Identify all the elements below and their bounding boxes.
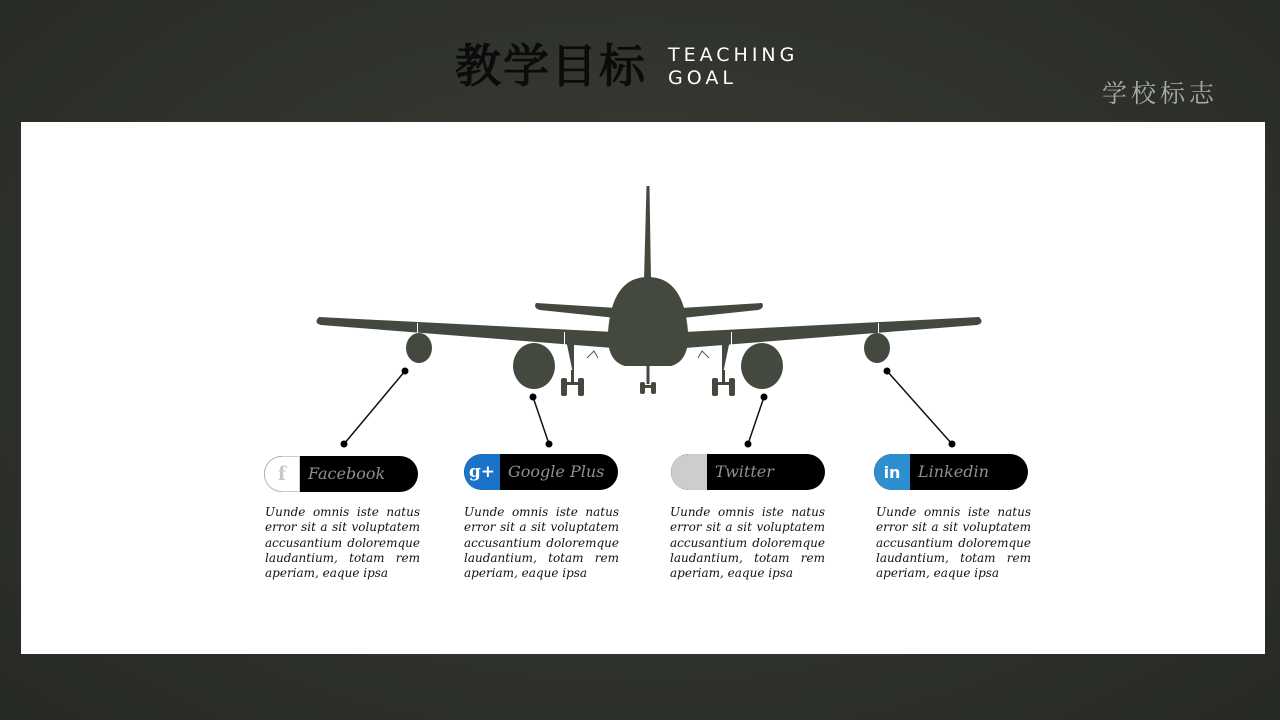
facebook-description: Uunde omnis iste natus error sit a sit voluptatem accusantium doloremque laudantium, totam rem aperiam, eaque ipsa	[265, 505, 420, 581]
linkedin-icon: in	[874, 454, 910, 490]
connector-dot	[745, 441, 752, 448]
connector-line	[887, 371, 952, 444]
facebook-label: Facebook	[308, 464, 386, 483]
linkedin-pill[interactable]	[874, 454, 1028, 490]
connector-dot	[530, 394, 537, 401]
connector-dot	[341, 441, 348, 448]
google-plus-icon: g+	[464, 454, 500, 490]
connector-line	[533, 397, 549, 444]
content-panel	[21, 122, 1265, 654]
facebook-icon: f	[264, 456, 300, 492]
page-title: 教学目标	[455, 39, 647, 93]
connector-dot	[884, 368, 891, 375]
connector-line	[344, 371, 405, 444]
connector-dot	[402, 368, 409, 375]
subtitle-line-1: TEACHING	[668, 44, 799, 66]
connector-dot	[546, 441, 553, 448]
twitter-icon	[671, 454, 707, 490]
school-logo: 学校标志	[1102, 79, 1219, 108]
subtitle-line-2: GOAL	[668, 67, 737, 89]
connector-dot	[761, 394, 768, 401]
facebook-pill[interactable]	[264, 456, 418, 492]
google-plus-label: Google Plus	[508, 462, 605, 481]
airplane-silhouette	[316, 186, 981, 396]
page-subtitle	[668, 44, 798, 90]
twitter-description: Uunde omnis iste natus error sit a sit voluptatem accusantium doloremque laudantium, totam rem aperiam, eaque ipsa	[670, 505, 825, 581]
twitter-pill[interactable]	[671, 454, 825, 490]
connector-line	[748, 397, 764, 444]
linkedin-label: Linkedin	[918, 462, 989, 481]
connector-dot	[949, 441, 956, 448]
twitter-label: Twitter	[715, 462, 774, 481]
linkedin-description: Uunde omnis iste natus error sit a sit voluptatem accusantium doloremque laudantium, totam rem aperiam, eaque ipsa	[876, 505, 1031, 581]
google-plus-pill[interactable]	[464, 454, 618, 490]
google-plus-description: Uunde omnis iste natus error sit a sit voluptatem accusantium doloremque laudantium, totam rem aperiam, eaque ipsa	[464, 505, 619, 581]
airplane-illustration	[21, 122, 1265, 654]
